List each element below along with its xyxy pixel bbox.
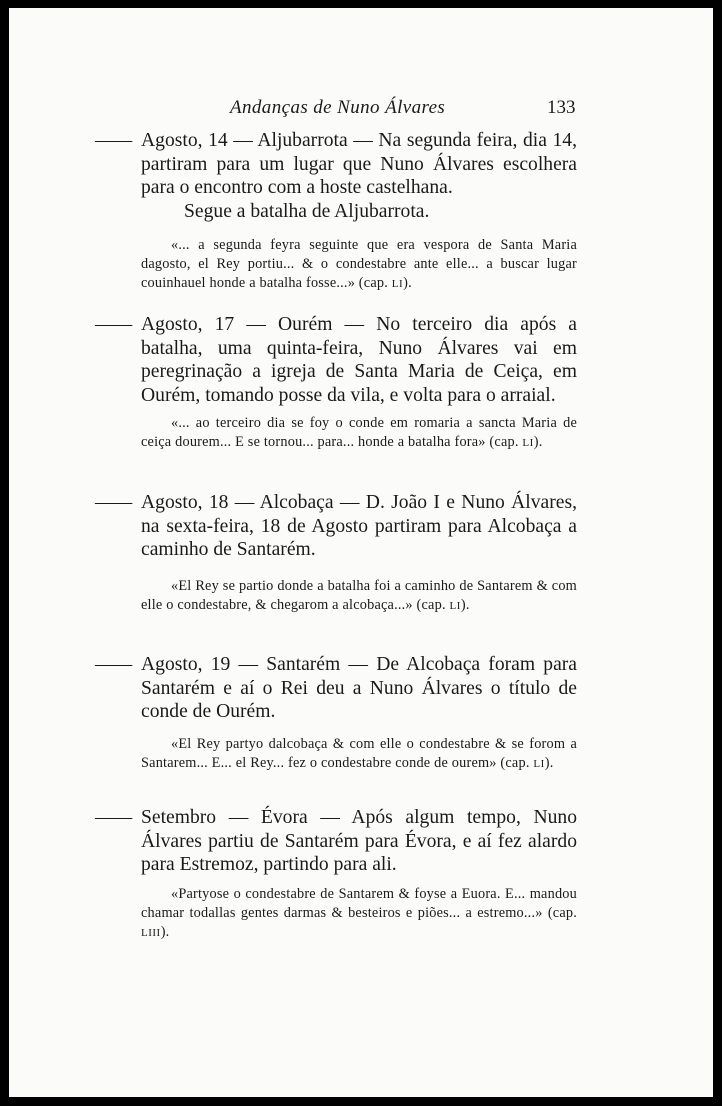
quote-agosto-18 [141,577,577,616]
entry-text: Agosto, 19 — Santarém — De Alcobaça foram para Santarém e aí o Rei deu a Nuno Álvares o título de conde de Ourém. [141,654,577,722]
running-title: Andanças de Nuno Álvares [230,97,446,118]
quote-chapter: LI [533,758,545,770]
book-page [9,8,713,1097]
entry-dash: —— [95,807,131,828]
quote-text: «... a segunda feyra seguinte que era vespora de Santa Maria dagosto, el Rey portiu... & o condestabre ante elle... a buscar lugar couinhauel honde a batalha fosse...» (cap. [141,237,577,291]
quote-text: «El Rey partyo dalcobaça & com elle o condestabre & se forom a Santarem... E... el Rey... fez o condestabre conde de ourem» (cap. [141,736,577,771]
quote-chapter: LIII [141,927,161,939]
entry-agosto-18 [95,491,577,562]
quote-text: «El Rey se partio donde a batalha foi a caminho de Santarem & com elle o condestabre, & chegarom a alcobaça...» (cap. [141,578,577,613]
quote-chapter: LI [391,278,404,290]
quote-chapter: LI [522,437,534,449]
entry-dash: —— [95,130,131,151]
quote-end: ). [533,434,543,450]
quote-end: ). [160,924,170,940]
entry-agosto-19 [95,653,577,724]
quote-end: ). [403,275,412,291]
entry-agosto-17 [95,313,577,407]
entry-dash: —— [95,314,131,335]
entry-agosto-14 [95,129,577,223]
entry-text: Setembro — Évora — Após algum tempo, Nuno Álvares partiu de Santarém para Évora, e aí fez alardo para Estremoz, partindo para ali. [141,807,577,875]
quote-agosto-14 [141,236,577,294]
entry-text: Agosto, 18 — Alcobaça — D. João I e Nuno Álvares, na sexta-feira, 18 de Agosto partiram para Alcobaça a caminho de Santarém. [141,492,577,560]
quote-text: «... ao terceiro dia se foy o conde em romaria a sancta Maria de ceiça dourem... E se tornou... para... honde a batalha fora» (cap. [141,415,577,450]
page-number: 133 [547,97,576,118]
entry-text: Agosto, 17 — Ourém — No terceiro dia após a batalha, uma quinta-feira, Nuno Álvares vai em peregrinação a igreja de Santa Maria de Ceiça, em Ourém, tomando posse da vila, e volta para o arraial. [141,314,577,406]
entry-text: Agosto, 14 — Aljubarrota — Na segunda feira, dia 14, partiram para um lugar que Nuno Álvares escolhera para o encontro com a hoste castelhana. [141,130,577,198]
entry-dash: —— [95,492,131,513]
entry-dash: —— [95,654,131,675]
entry-subtext: Segue a batalha de Aljubarrota. [184,200,430,222]
quote-setembro [141,885,577,943]
quote-chapter: LI [449,600,461,612]
quote-text: «Partyose o condestabre de Santarem & foyse a Euora. E... mandou chamar todallas gentes darmas & besteiros e piões... a estremo...» (cap. [141,886,577,921]
quote-agosto-19 [141,735,577,774]
entry-setembro [95,806,577,877]
quote-end: ). [544,755,554,771]
quote-agosto-17 [141,414,577,453]
quote-end: ). [460,597,470,613]
